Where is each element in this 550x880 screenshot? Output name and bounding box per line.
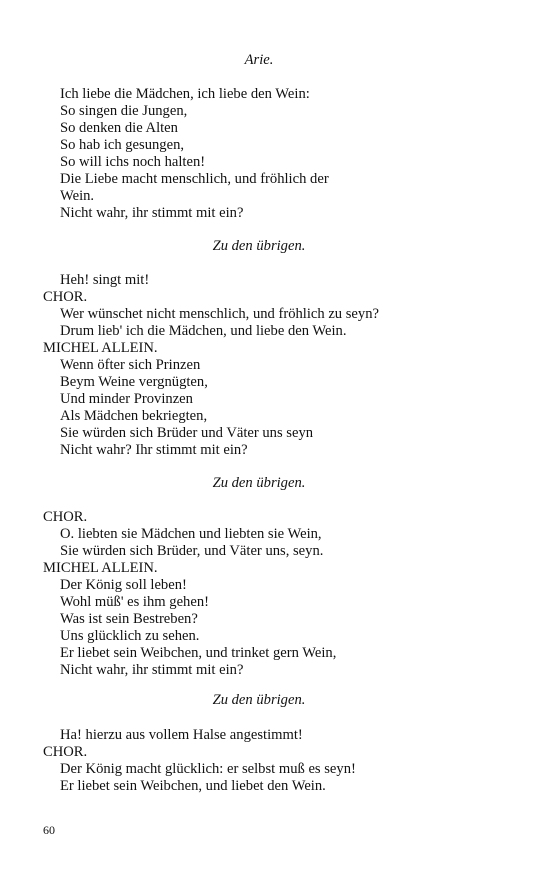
verse-line: Wein.	[60, 188, 95, 204]
verse-line: Wer wünschet nicht menschlich, und fröhlich zu seyn?	[60, 306, 379, 322]
verse-line: Was ist sein Bestreben?	[60, 611, 198, 627]
verse-line: Sie würden sich Brüder, und Väter uns, seyn.	[60, 543, 324, 559]
verse-line: Beym Weine vergnügten,	[60, 374, 208, 390]
verse-line: Die Liebe macht menschlich, und fröhlich der	[60, 171, 329, 187]
verse-line: Nicht wahr? Ihr stimmt mit ein?	[60, 442, 248, 458]
page-number: 60	[43, 823, 55, 837]
heading: Arie.	[244, 52, 274, 68]
verse-line: Wenn öfter sich Prinzen	[60, 357, 201, 373]
verse-line: Drum lieb' ich die Mädchen, und liebe den Wein.	[60, 323, 347, 339]
verse-line: Uns glücklich zu sehen.	[60, 628, 200, 644]
verse-line: Ich liebe die Mädchen, ich liebe den Wein:	[60, 86, 310, 102]
stage-direction: Zu den übrigen.	[212, 692, 306, 708]
verse-line: Als Mädchen bekriegten,	[60, 408, 208, 424]
verse-line: So hab ich gesungen,	[60, 137, 185, 153]
verse-line: Der König macht glücklich: er selbst muß es seyn!	[60, 761, 356, 777]
speaker-label: CHOR.	[43, 289, 88, 305]
speaker-label: MICHEL ALLEIN.	[43, 560, 158, 576]
verse-line: Ha! hierzu aus vollem Halse angestimmt!	[60, 727, 303, 743]
verse-line: Er liebet sein Weibchen, und liebet den Wein.	[60, 778, 326, 794]
verse-line: Heh! singt mit!	[60, 272, 150, 288]
speaker-label: CHOR.	[43, 744, 88, 760]
verse-line: Und minder Provinzen	[60, 391, 193, 407]
speaker-label: CHOR.	[43, 509, 88, 525]
verse-line: O. liebten sie Mädchen und liebten sie Wein,	[60, 526, 322, 542]
verse-line: Nicht wahr, ihr stimmt mit ein?	[60, 662, 244, 678]
verse-line: Sie würden sich Brüder und Väter uns seyn	[60, 425, 314, 441]
verse-line: Nicht wahr, ihr stimmt mit ein?	[60, 205, 244, 221]
verse-line: So will ichs noch halten!	[60, 154, 206, 170]
stage-direction: Zu den übrigen.	[212, 475, 306, 491]
verse-line: Wohl müß' es ihm gehen!	[60, 594, 209, 610]
verse-line: Er liebet sein Weibchen, und trinket gern Wein,	[60, 645, 337, 661]
stage-direction: Zu den übrigen.	[212, 238, 306, 254]
verse-line: So singen die Jungen,	[60, 103, 188, 119]
verse-line: So denken die Alten	[60, 120, 178, 136]
verse-line: Der König soll leben!	[60, 577, 187, 593]
speaker-label: MICHEL ALLEIN.	[43, 340, 158, 356]
